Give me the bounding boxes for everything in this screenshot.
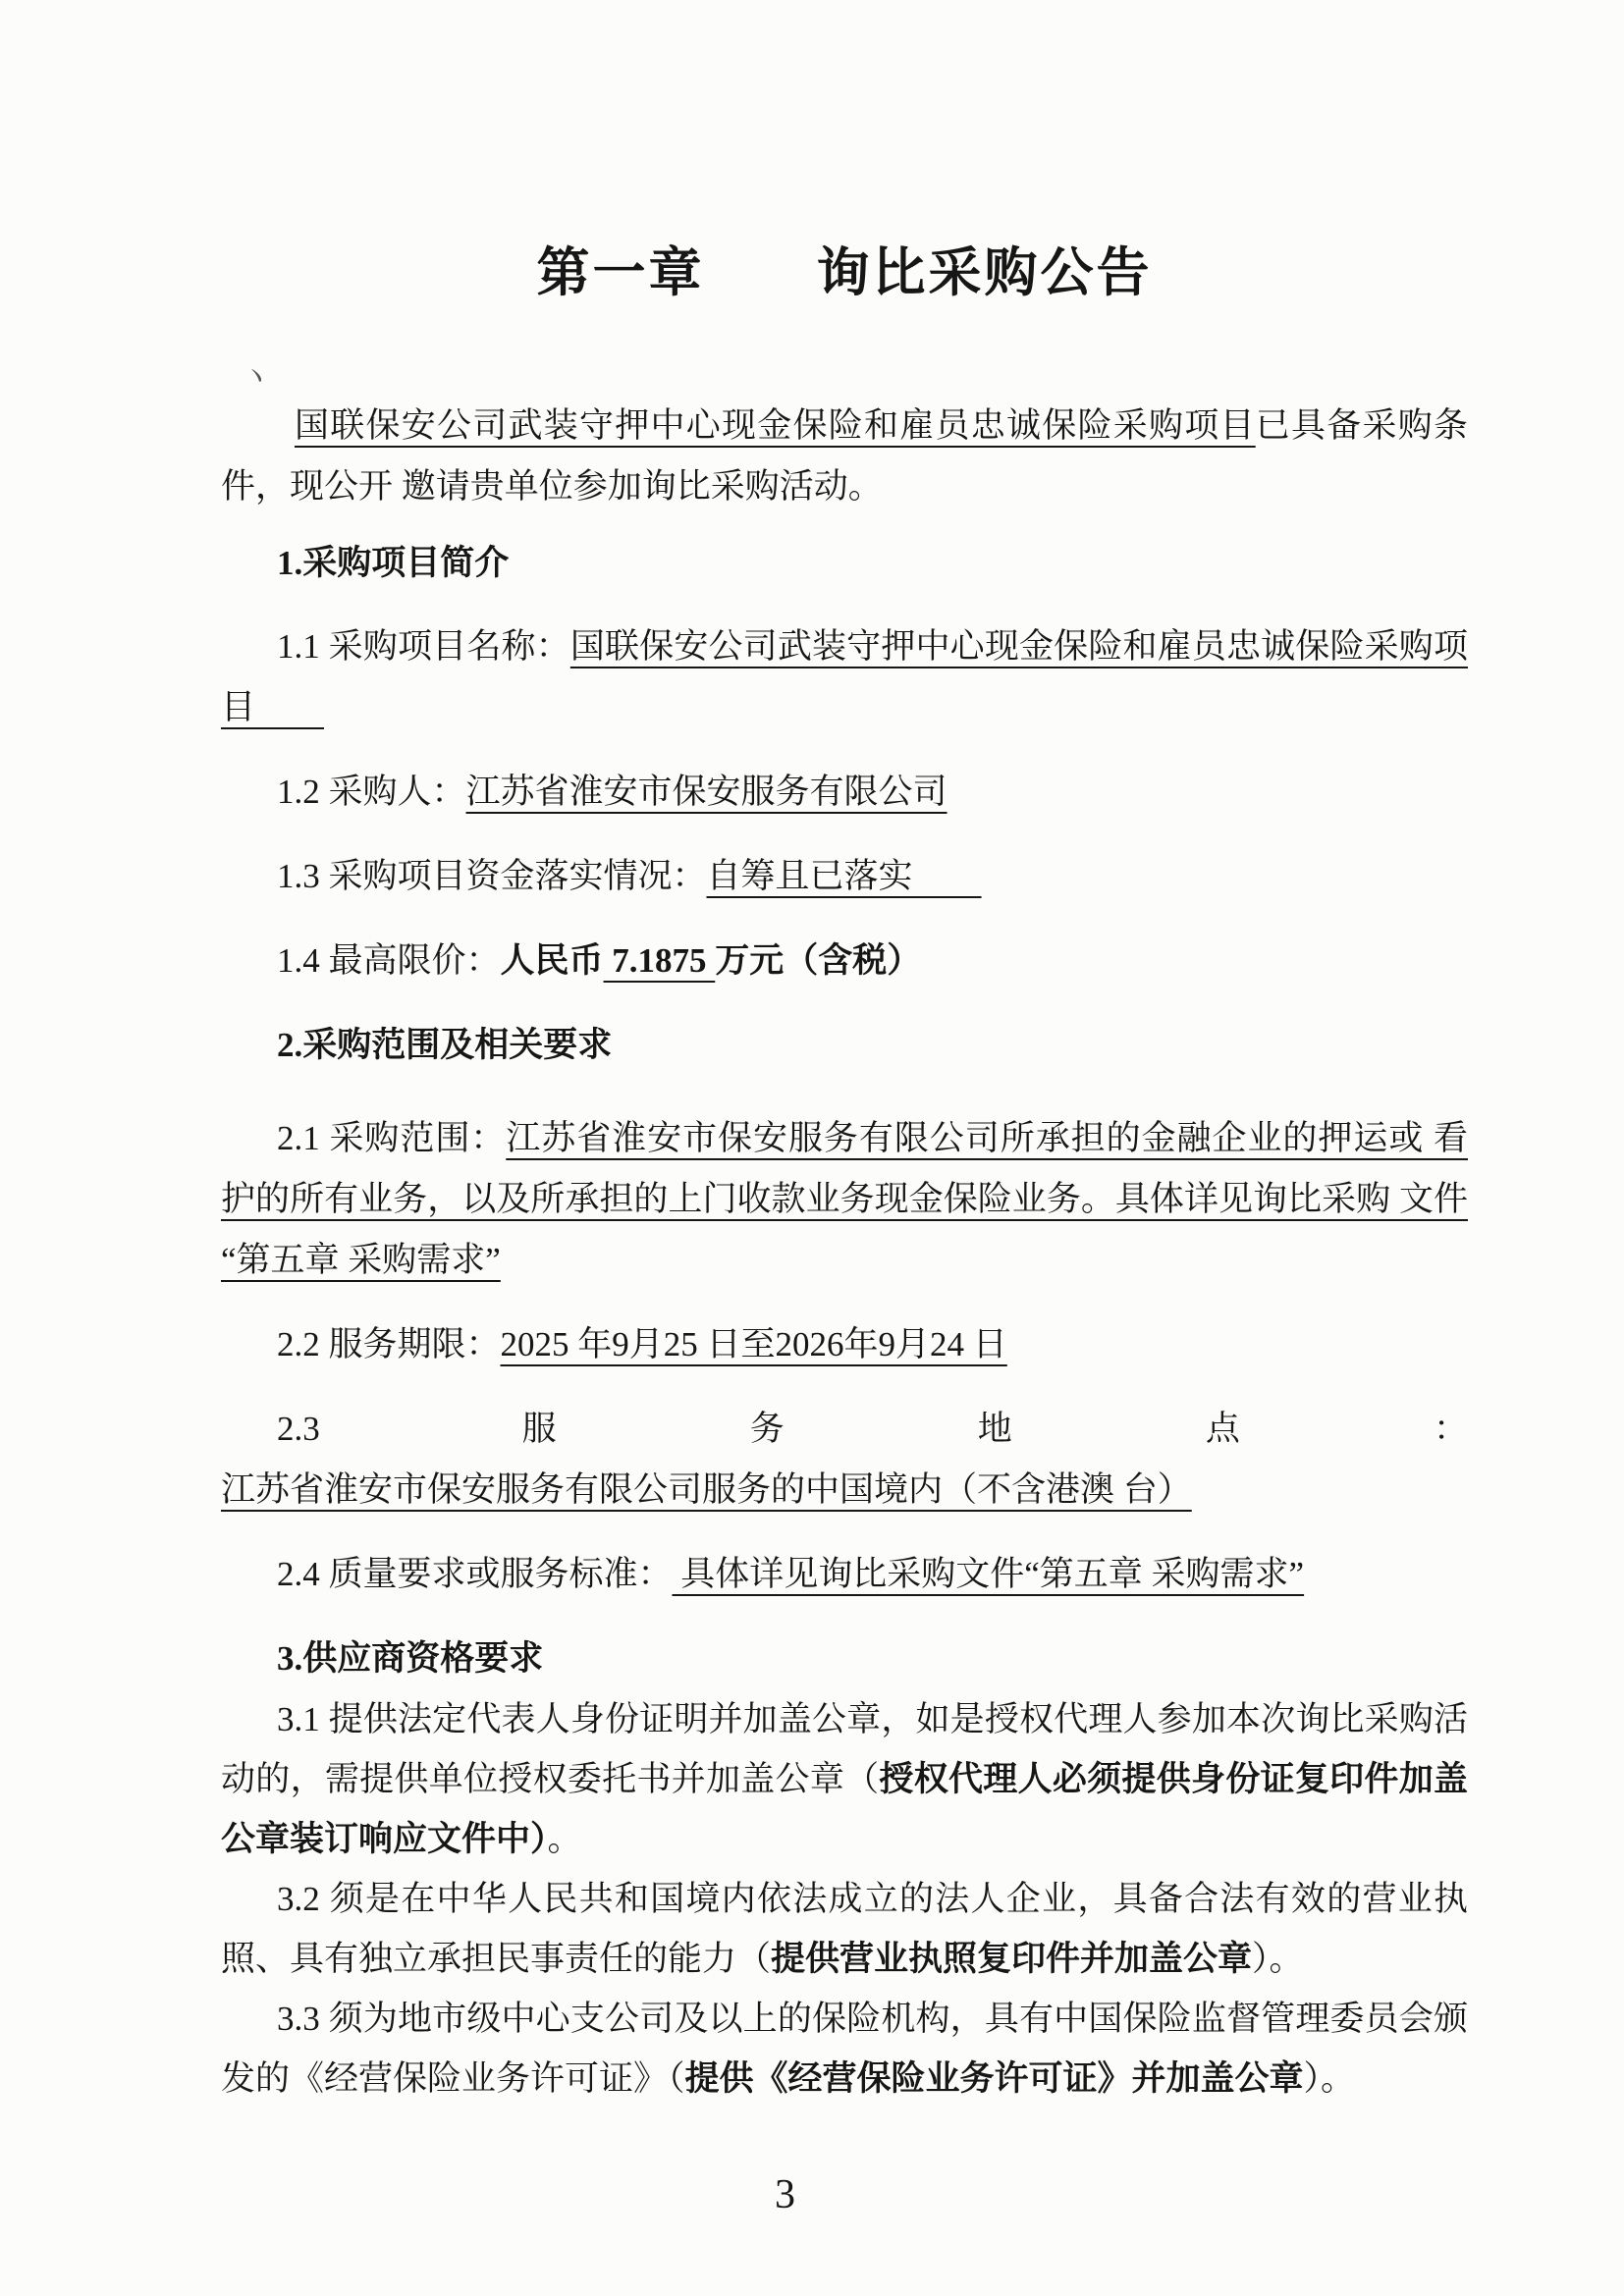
paragraph — [221, 762, 1468, 823]
text-run: 已具备采购条件，现公开 邀请贵单位参加询比采购活动。 — [221, 406, 1468, 506]
paragraph — [221, 1399, 1468, 1521]
text-run: 提供营业执照复印件并加盖公章 — [771, 1940, 1253, 1978]
text-run: 2.2 服务期限： — [277, 1325, 501, 1363]
text-run: 3.3 须为地市级中心支公司及以上的保险机构，具有中国保险监督管理委员会颁发的《经营保险业务许可证》（ — [221, 2000, 1468, 2098]
text-run: 3.供应商资格要求 — [277, 1639, 544, 1678]
text-run: 1.3 采购项目资金落实情况： — [277, 857, 707, 895]
text-run: 3.1 提供法定代表人身份证明并加盖公章，如是授权代理人参加本次询比采购活动的，需提供单位授权委托书并加盖公章（ — [221, 1700, 1468, 1798]
text-run: 2.采购范围及相关要求 — [277, 1026, 613, 1064]
text-run: 1.采购项目简介 — [277, 544, 510, 582]
paragraph — [221, 1989, 1468, 2109]
paragraph — [221, 616, 1468, 738]
paragraph — [221, 1869, 1468, 1989]
paragraph — [221, 396, 1468, 517]
text-run: 提供《经营保险业务许可证》并加盖公章 — [684, 2059, 1304, 2098]
text-run: 江苏省淮安市保安服务有限公司服务的中国境内（不含港澳 台） — [221, 1470, 1192, 1509]
chapter-title: 第一章 询比采购公告 — [536, 243, 1153, 302]
paragraph — [221, 1015, 1468, 1076]
text-run: 国联保安公司武装守押中心现金保险和雇员忠诚保险采购项目 — [295, 406, 1256, 445]
text-run: ）。 — [1303, 2059, 1356, 2098]
page-number: 3 — [775, 2172, 795, 2217]
text-run: 7.1875 — [603, 941, 716, 980]
text-run: 2.4 质量要求或服务标准： — [277, 1555, 673, 1593]
paragraph — [221, 1314, 1468, 1375]
text-run: 1.4 最高限价： — [277, 941, 501, 980]
text-run: 具体详见询比采购文件“第五章 采购需求” — [672, 1555, 1305, 1593]
text-run: 3.2 须是在中华人民共和国境内依法成立的法人企业，具备合法有效的营业执照、具有独立承担民事责任的能力（ — [221, 1880, 1468, 1978]
paragraph — [221, 846, 1468, 907]
text-run: 授权代理人必须提供身份证复印件加盖公章装订响应文件中） — [221, 1760, 1468, 1858]
text-run: 万元（含税） — [715, 941, 922, 980]
text-run: 2.1 采购范围： — [277, 1119, 507, 1157]
text-run: 。 — [547, 1820, 582, 1858]
text-run: 2.3 服务地点： — [277, 1410, 1468, 1448]
paragraph — [221, 1629, 1468, 1689]
paragraph — [221, 1108, 1468, 1291]
text-run: 人民币 — [500, 941, 604, 980]
text-run: 江苏省淮安市保安服务有限公司 — [465, 773, 947, 811]
text-run: ）。 — [1252, 1940, 1304, 1978]
paragraph — [221, 1689, 1468, 1869]
text-run: 自筹且已落实 — [706, 857, 982, 895]
paragraph — [221, 1544, 1468, 1605]
text-run: 江苏省淮安市保安服务有限公司所承担的金融企业的押运或 看护的所有业务，以及所承担的上门收款业务现金保险业务。具体详见询比采购 文件“第五章 采购需求” — [221, 1119, 1468, 1279]
paragraph — [221, 931, 1468, 991]
document-body — [221, 396, 1468, 2109]
text-run: 2025 年9月25 日至2026年9月24 日 — [500, 1325, 1007, 1363]
scan-artifact-mark: 丶 — [239, 360, 273, 397]
text-run: 1.1 采购项目名称： — [277, 627, 570, 666]
text-run: 1.2 采购人： — [277, 773, 466, 811]
paragraph — [221, 533, 1468, 594]
text-run: 国联保安公司武装守押中心现金保险和雇员忠诚保险采购项目 — [221, 627, 1468, 726]
